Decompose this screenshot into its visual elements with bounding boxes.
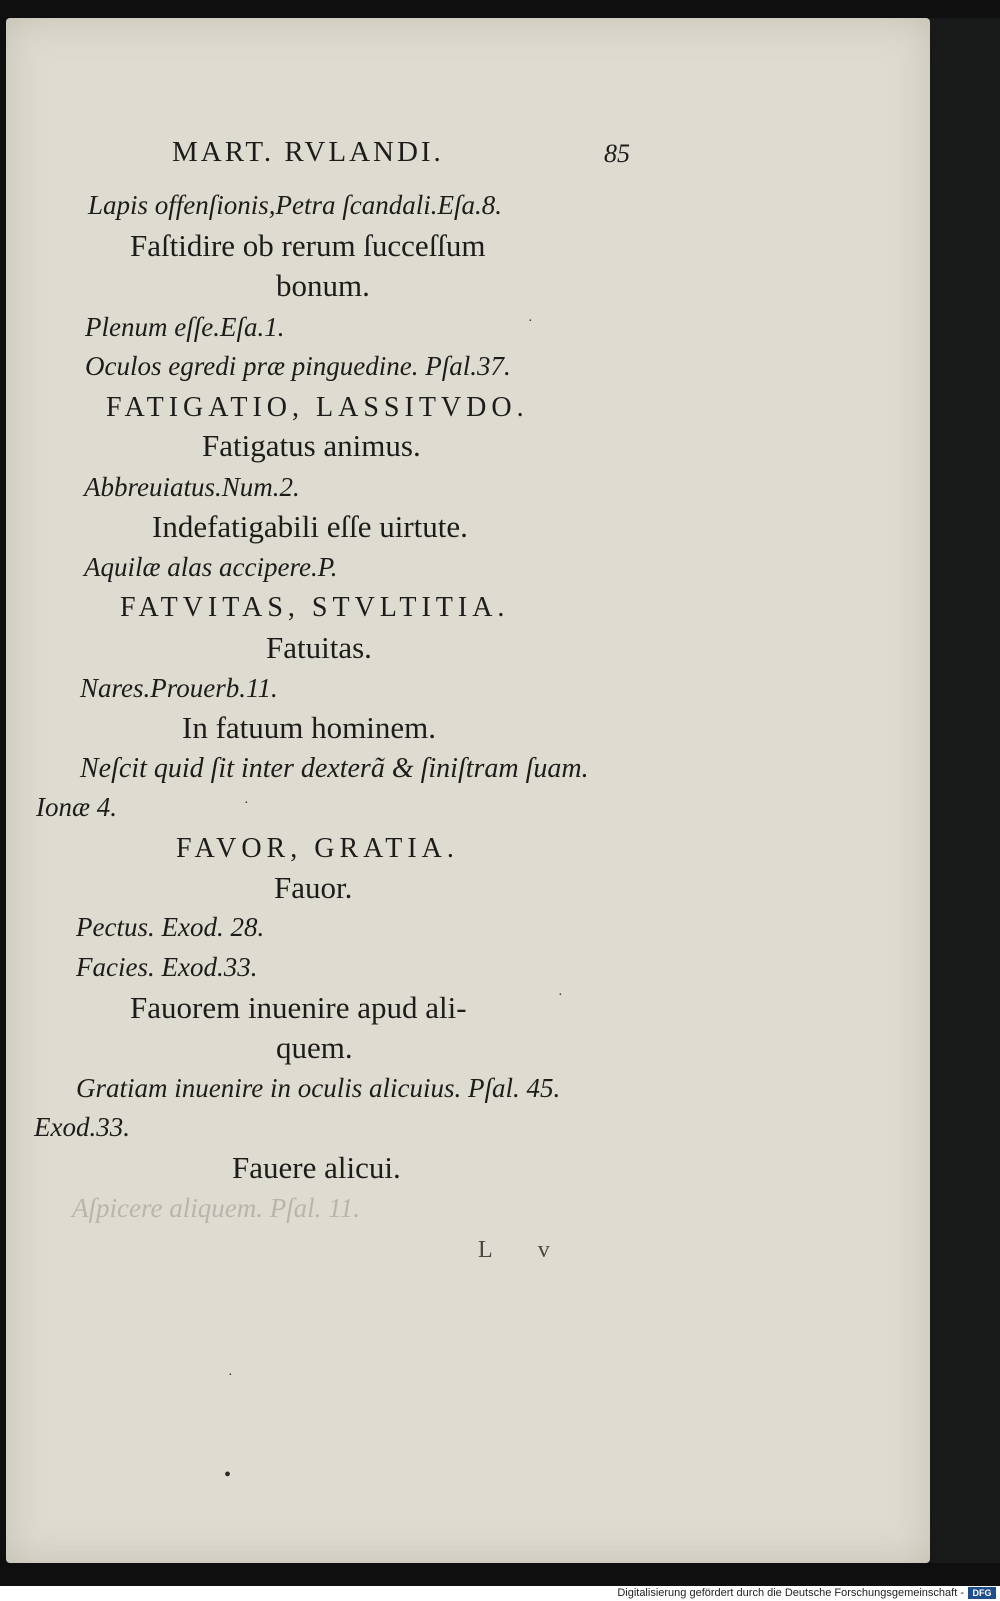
section-heading: FATIGATIO, LASSITVDO.	[106, 392, 529, 423]
running-title: MART. RVLANDI.	[172, 136, 444, 168]
lemma-line: Fauorem inuenire apud ali-	[130, 990, 467, 1025]
text-line: Gratiam inuenire in oculis alicuius. Pſal. 45.	[76, 1073, 561, 1103]
footer-bar	[0, 1586, 1000, 1601]
text-line: Neſcit quid ſit inter dexterã & ſiniſtram ſuam.	[80, 753, 589, 784]
lemma-line: Faſtidire ob rerum ſucceſſum	[130, 228, 486, 263]
lemma-line: bonum.	[276, 268, 370, 303]
ink-speck: ·	[528, 314, 533, 329]
ink-speck: ·	[228, 1368, 233, 1383]
funding-notice: Digitalisierung gefördert durch die Deutsche Forschungsgemeinschaft -	[617, 1587, 964, 1599]
text-line: Abbreuiatus.Num.2.	[84, 472, 300, 502]
lemma-line: Indefatigabili eſſe uirtute.	[152, 509, 468, 544]
text-line: Exod.33.	[34, 1112, 130, 1142]
dfg-logo: DFG	[968, 1587, 996, 1599]
text-line: Oculos egredi præ pinguedine. Pſal.37.	[85, 351, 511, 381]
ink-speck: ·	[244, 796, 249, 811]
ink-speck: ·	[558, 988, 563, 1003]
lemma-line: In fatuum hominem.	[182, 710, 436, 745]
signature-mark: L v	[478, 1237, 570, 1263]
lemma-line: Fatigatus animus.	[202, 428, 421, 463]
section-heading: FATVITAS, STVLTITIA.	[120, 592, 510, 623]
ink-speck: •	[224, 1464, 232, 1486]
text-line: Facies. Exod.33.	[76, 952, 258, 982]
text-line: Aquilæ alas accipere.P.	[84, 552, 338, 582]
text-line: Lapis offenſionis,Petra ſcandali.Eſa.8.	[88, 190, 502, 220]
text-line: Ionæ 4.	[36, 792, 117, 822]
lemma-line: quem.	[276, 1030, 353, 1065]
book-edge	[930, 18, 1000, 1563]
lemma-line: Fatuitas.	[266, 630, 372, 665]
text-line: Plenum eſſe.Eſa.1.	[85, 312, 285, 342]
text-line: Nares.Prouerb.11.	[80, 673, 278, 703]
text-line: Pectus. Exod. 28.	[76, 912, 265, 942]
lemma-line: Fauere alicui.	[232, 1150, 401, 1185]
lemma-line: Fauor.	[274, 870, 353, 905]
page-number: 85	[604, 139, 630, 168]
section-heading: FAVOR, GRATIA.	[176, 833, 459, 864]
faded-text-line: Aſpicere aliquem. Pſal. 11.	[72, 1193, 360, 1223]
